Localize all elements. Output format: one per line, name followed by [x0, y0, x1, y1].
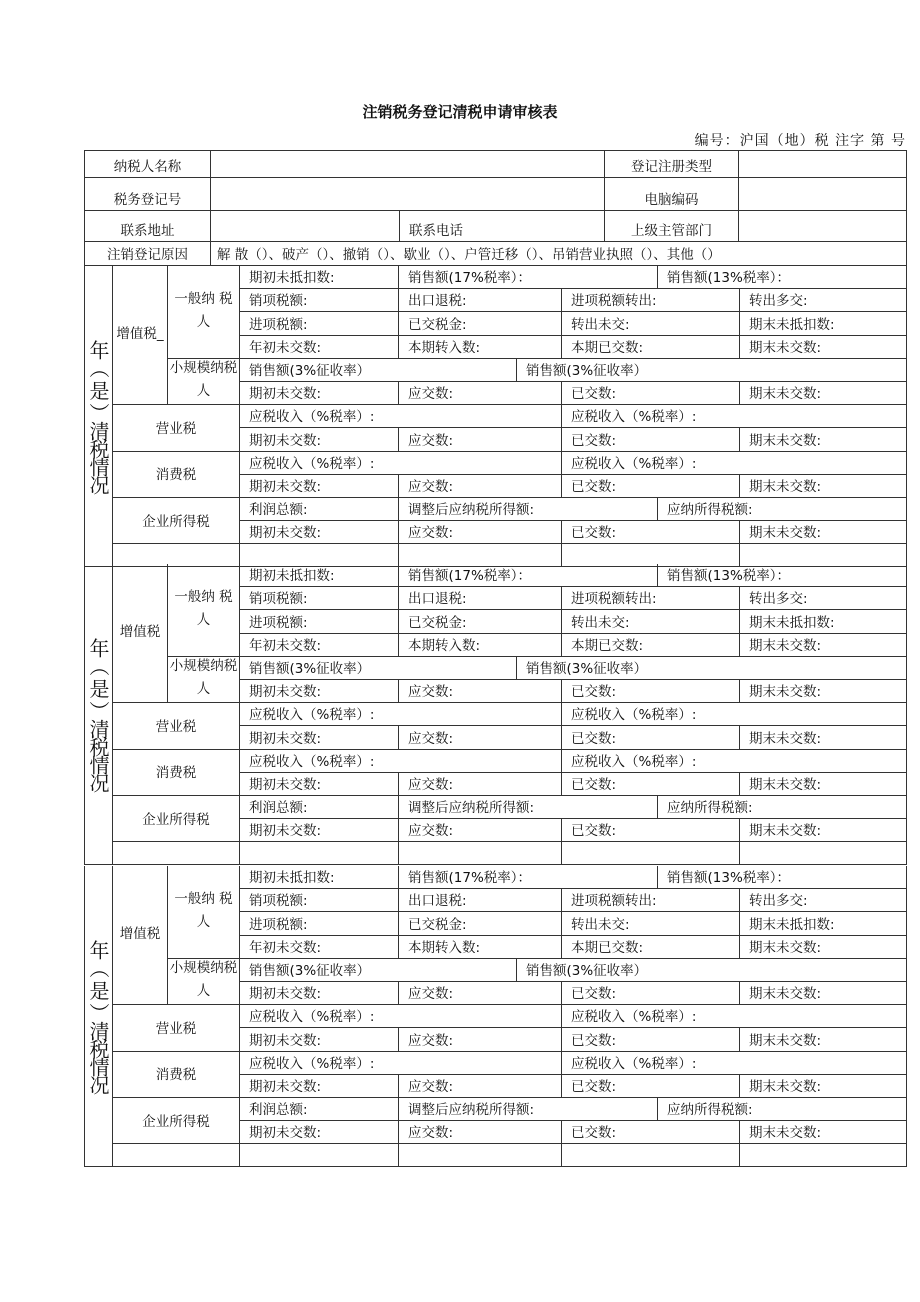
consumption-tax-label: 消费税 [113, 1052, 240, 1098]
field-cell[interactable]: 应纳所得税额: [658, 498, 907, 521]
field-cell[interactable]: 转出多交: [740, 587, 907, 610]
field-cell[interactable]: 已交数: [562, 819, 740, 842]
small-taxpayer-label: 小规模纳税人 [168, 959, 240, 1005]
field-cell[interactable]: 期初未交数: [240, 521, 399, 544]
field-cell[interactable]: 已交数: [562, 382, 740, 405]
field-cell[interactable]: 已交数: [562, 680, 740, 703]
field-cell[interactable]: 期初未抵扣数: [240, 564, 399, 587]
registration-type-label: 登记注册类型 [605, 151, 739, 178]
field-cell[interactable]: 应税收入（%税率）: [562, 1052, 907, 1075]
field-cell[interactable]: 期末未交数: [740, 773, 907, 796]
field-cell[interactable]: 已交数: [562, 1028, 740, 1051]
income-tax-label: 企业所得税 [113, 498, 240, 544]
field-cell[interactable]: 年初未交数: [240, 936, 399, 959]
empty-cell[interactable] [562, 842, 740, 865]
field-cell[interactable]: 期末未交数: [740, 982, 907, 1005]
taxpayer-name-label: 纳税人名称 [85, 151, 211, 178]
field-cell[interactable]: 本期已交数: [562, 936, 740, 959]
field-cell[interactable]: 应税收入（%税率）: [562, 452, 907, 475]
field-cell[interactable]: 期末未交数: [740, 428, 907, 451]
field-cell[interactable]: 利润总额: [240, 796, 399, 819]
field-cell[interactable]: 销售额(3%征收率） [517, 359, 907, 382]
field-cell[interactable]: 已交数: [562, 773, 740, 796]
field-cell[interactable]: 期初未交数: [240, 1075, 399, 1098]
field-cell[interactable]: 期初未交数: [240, 475, 399, 498]
field-cell[interactable]: 调整后应纳税所得额: [399, 1098, 658, 1121]
field-cell[interactable]: 出口退税: [399, 889, 562, 912]
general-taxpayer-label: 一般纳 税人 [168, 564, 240, 657]
field-cell[interactable]: 应税收入（%税率）: [562, 750, 907, 773]
field-cell[interactable]: 期末未交数: [740, 936, 907, 959]
field-cell[interactable]: 本期已交数: [562, 634, 740, 657]
empty-cell[interactable] [113, 1144, 240, 1167]
vat-label: 增值税_ [113, 266, 168, 405]
field-cell[interactable]: 进项税额转出: [562, 587, 740, 610]
field-cell[interactable]: 期初未交数: [240, 726, 399, 749]
field-cell[interactable]: 期初未交数: [240, 773, 399, 796]
clearance-block [84, 564, 907, 865]
field-cell[interactable]: 销售额(13%税率）： [658, 564, 907, 587]
field-cell[interactable]: 年初未交数: [240, 336, 399, 359]
field-cell[interactable]: 期末未交数: [740, 634, 907, 657]
field-cell[interactable]: 应税收入（%税率）: [240, 452, 562, 475]
field-cell[interactable]: 期初未交数: [240, 1121, 399, 1144]
empty-cell[interactable] [399, 1144, 562, 1167]
field-cell[interactable]: 销售额(3%征收率） [240, 959, 517, 982]
field-cell[interactable]: 销项税额: [240, 889, 399, 912]
superior-dept-label: 上级主管部门 [605, 211, 739, 242]
field-cell[interactable]: 期初未交数: [240, 382, 399, 405]
vat-label: 增值税 [113, 866, 168, 1005]
field-cell[interactable]: 期末未交数: [740, 521, 907, 544]
superior-dept-field[interactable] [739, 211, 907, 242]
field-cell[interactable]: 期末未抵扣数: [740, 610, 907, 633]
business-tax-label: 营业税 [113, 703, 240, 749]
field-cell[interactable]: 进项税额: [240, 912, 399, 935]
field-cell[interactable]: 本期转入数: [399, 336, 562, 359]
field-cell[interactable]: 已交税金: [399, 312, 562, 335]
field-cell[interactable]: 转出未交: [562, 912, 740, 935]
field-cell[interactable]: 进项税额转出: [562, 289, 740, 312]
clearance-block [84, 866, 907, 1167]
field-cell[interactable]: 进项税额: [240, 610, 399, 633]
registration-type-field[interactable] [739, 151, 907, 178]
field-cell[interactable]: 期初未抵扣数: [240, 266, 399, 289]
field-cell[interactable]: 销售额(3%征收率） [240, 657, 517, 680]
field-cell[interactable]: 期初未交数: [240, 819, 399, 842]
side-label: 年（ 是 ）清税情况 [85, 564, 113, 865]
field-cell[interactable]: 期初未交数: [240, 680, 399, 703]
empty-cell[interactable] [740, 1144, 907, 1167]
reason-label: 注销登记原因 [85, 242, 211, 266]
field-cell[interactable]: 销售额(13%税率）： [658, 866, 907, 889]
consumption-tax-label: 消费税 [113, 750, 240, 796]
field-cell[interactable]: 本期转入数: [399, 936, 562, 959]
tax-reg-no-field[interactable] [211, 178, 605, 211]
field-cell[interactable]: 应交数: [399, 382, 562, 405]
field-cell[interactable]: 进项税额: [240, 312, 399, 335]
field-cell[interactable]: 销项税额: [240, 587, 399, 610]
field-cell[interactable]: 进项税额转出: [562, 889, 740, 912]
field-cell[interactable]: 期初未交数: [240, 982, 399, 1005]
field-cell[interactable]: 调整后应纳税所得额: [399, 498, 658, 521]
field-cell[interactable]: 期初未交数: [240, 428, 399, 451]
field-cell[interactable]: 应税收入（%税率）: [562, 703, 907, 726]
field-cell[interactable]: 转出未交: [562, 312, 740, 335]
field-cell[interactable]: 应交数: [399, 475, 562, 498]
field-cell[interactable]: 应交数: [399, 680, 562, 703]
field-cell[interactable]: 已交数: [562, 1075, 740, 1098]
field-cell[interactable]: 应交数: [399, 428, 562, 451]
small-taxpayer-label: 小规模纳税人 [168, 359, 240, 405]
consumption-tax-label: 消费税 [113, 452, 240, 498]
field-cell[interactable]: 已交数: [562, 428, 740, 451]
field-cell[interactable]: 期初未交数: [240, 1028, 399, 1051]
field-cell[interactable]: 转出多交: [740, 289, 907, 312]
field-cell[interactable]: 应税收入（%税率）: [240, 1005, 562, 1028]
field-cell[interactable]: 销项税额: [240, 289, 399, 312]
field-cell[interactable]: 出口退税: [399, 587, 562, 610]
field-cell[interactable]: 销售额(17%税率）： [399, 866, 658, 889]
field-cell[interactable]: 调整后应纳税所得额: [399, 796, 658, 819]
field-cell[interactable]: 已交数: [562, 521, 740, 544]
form-code: 编号：沪国（地）税 注字 第 号 [694, 133, 906, 149]
field-cell[interactable]: 应交数: [399, 726, 562, 749]
field-cell[interactable]: 应交数: [399, 521, 562, 544]
field-cell[interactable]: 应交数: [399, 1028, 562, 1051]
field-cell[interactable]: 期末未交数: [740, 1028, 907, 1051]
empty-cell[interactable] [562, 1144, 740, 1167]
field-cell[interactable]: 期末未抵扣数: [740, 912, 907, 935]
general-taxpayer-label: 一般纳 税人 [168, 266, 240, 359]
field-cell[interactable]: 应交数: [399, 982, 562, 1005]
phone-label: 联系电话 [400, 211, 605, 242]
field-cell[interactable]: 利润总额: [240, 1098, 399, 1121]
field-cell[interactable]: 销售额(17%税率）： [399, 564, 658, 587]
vat-label: 增值税 [113, 564, 168, 703]
field-cell[interactable]: 销售额(3%征收率） [240, 359, 517, 382]
field-cell[interactable]: 期末未交数: [740, 1121, 907, 1144]
income-tax-label: 企业所得税 [113, 796, 240, 842]
field-cell[interactable]: 应纳所得税额: [658, 1098, 907, 1121]
empty-cell[interactable] [113, 842, 240, 865]
computer-code-label: 电脑编码 [605, 178, 739, 211]
field-cell[interactable]: 期末未交数: [740, 336, 907, 359]
side-label: 年（ 是 ）清税情况 [85, 866, 113, 1167]
small-taxpayer-label: 小规模纳税人 [168, 657, 240, 703]
income-tax-label: 企业所得税 [113, 1098, 240, 1144]
field-cell[interactable]: 应税收入（%税率）: [240, 1052, 562, 1075]
field-cell[interactable]: 出口退税: [399, 289, 562, 312]
field-cell[interactable]: 已交数: [562, 982, 740, 1005]
field-cell[interactable]: 应税收入（%税率）: [240, 750, 562, 773]
header-table [84, 150, 907, 266]
field-cell[interactable]: 应税收入（%税率）: [240, 405, 562, 428]
field-cell[interactable]: 销售额(13%税率）： [658, 266, 907, 289]
field-cell[interactable]: 应税收入（%税率）: [240, 703, 562, 726]
address-label: 联系地址 [85, 211, 211, 242]
side-label: 年（ 是 ）清税情况 [85, 266, 113, 567]
clearance-block [84, 265, 907, 567]
general-taxpayer-label: 一般纳 税人 [168, 866, 240, 959]
field-cell[interactable]: 已交数: [562, 475, 740, 498]
field-cell[interactable]: 年初未交数: [240, 634, 399, 657]
reason-options[interactable]: 解 散（）、破产（）、撤销（）、歇业（）、户管迁移（）、吊销营业执照（）、其他（） [211, 242, 907, 266]
field-cell[interactable]: 已交税金: [399, 610, 562, 633]
field-cell[interactable]: 销售额(3%征收率） [517, 959, 907, 982]
field-cell[interactable]: 应交数: [399, 819, 562, 842]
field-cell[interactable]: 已交税金: [399, 912, 562, 935]
field-cell[interactable]: 期初未抵扣数: [240, 866, 399, 889]
field-cell[interactable]: 本期已交数: [562, 336, 740, 359]
field-cell[interactable]: 应交数: [399, 773, 562, 796]
field-cell[interactable]: 应税收入（%税率）: [562, 1005, 907, 1028]
field-cell[interactable]: 应交数: [399, 1075, 562, 1098]
field-cell[interactable]: 期末未交数: [740, 475, 907, 498]
form-title: 注销税务登记清税申请审核表 [362, 103, 558, 121]
field-cell[interactable]: 应纳所得税额: [658, 796, 907, 819]
empty-cell[interactable] [240, 1144, 399, 1167]
field-cell[interactable]: 期末未交数: [740, 726, 907, 749]
field-cell[interactable]: 销售额(3%征收率） [517, 657, 907, 680]
field-cell[interactable]: 已交数: [562, 1121, 740, 1144]
field-cell[interactable]: 销售额(17%税率）： [399, 266, 658, 289]
field-cell[interactable]: 利润总额: [240, 498, 399, 521]
empty-cell[interactable] [240, 842, 399, 865]
field-cell[interactable]: 转出未交: [562, 610, 740, 633]
field-cell[interactable]: 转出多交: [740, 889, 907, 912]
field-cell[interactable]: 期末未交数: [740, 819, 907, 842]
field-cell[interactable]: 应交数: [399, 1121, 562, 1144]
empty-cell[interactable] [399, 842, 562, 865]
field-cell[interactable]: 本期转入数: [399, 634, 562, 657]
address-field[interactable] [211, 211, 400, 242]
field-cell[interactable]: 期末未抵扣数: [740, 312, 907, 335]
field-cell[interactable]: 期末未交数: [740, 382, 907, 405]
tax-reg-no-label: 税务登记号 [85, 178, 211, 211]
computer-code-field[interactable] [739, 178, 907, 211]
field-cell[interactable]: 应税收入（%税率）: [562, 405, 907, 428]
field-cell[interactable]: 期末未交数: [740, 1075, 907, 1098]
business-tax-label: 营业税 [113, 405, 240, 451]
field-cell[interactable]: 已交数: [562, 726, 740, 749]
field-cell[interactable]: 期末未交数: [740, 680, 907, 703]
empty-cell[interactable] [740, 842, 907, 865]
taxpayer-name-field[interactable] [211, 151, 605, 178]
business-tax-label: 营业税 [113, 1005, 240, 1051]
